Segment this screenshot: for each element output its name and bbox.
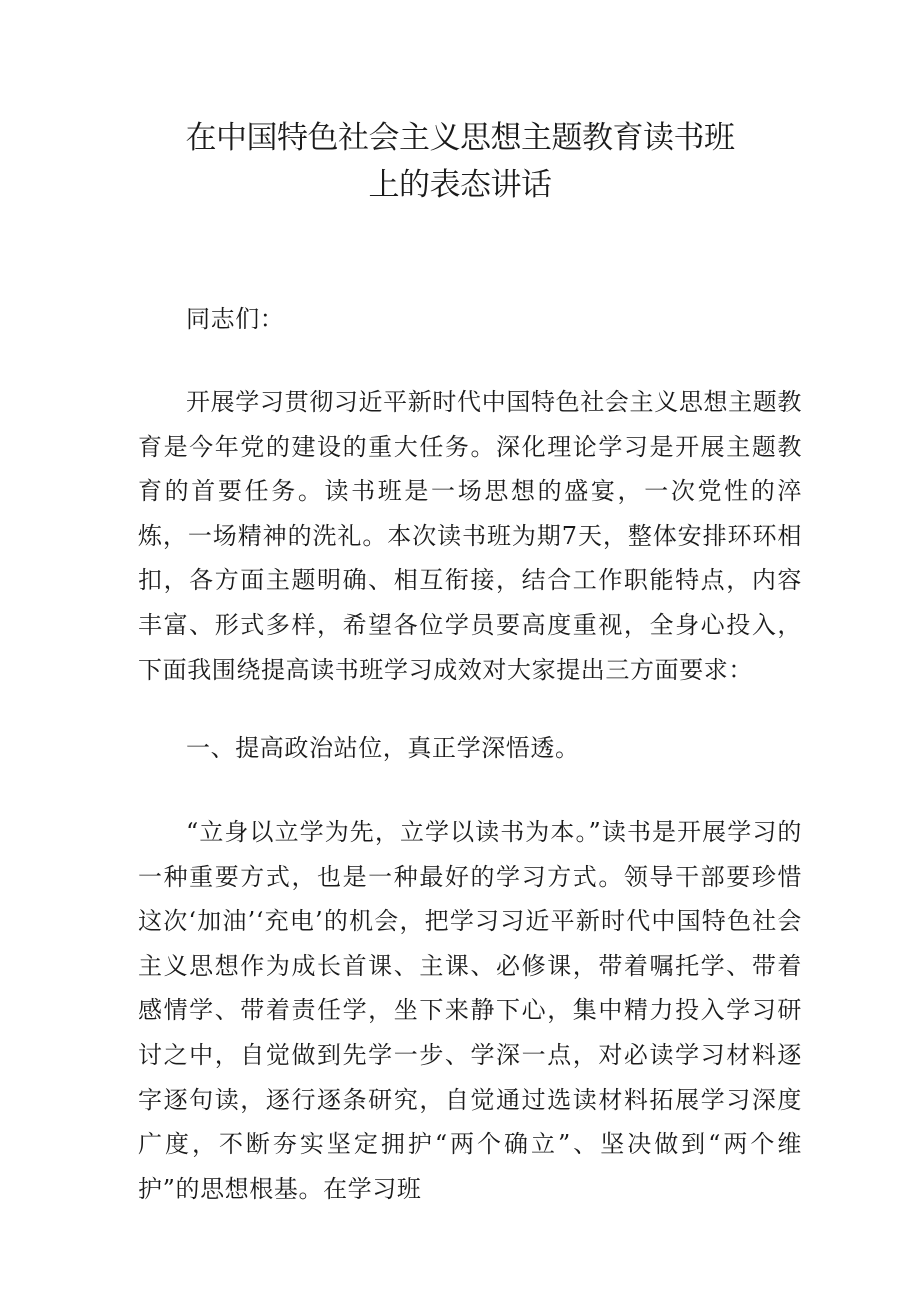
paragraph-intro: 开展学习贯彻习近平新时代中国特色社会主义思想主题教育是今年党的建设的重大任务。深化理论学习是开展主题教育的首要任务。读书班是一场思想的盛宴，一次党性的淬炼，一场精神的洗礼。本次读书班为期7天，整体安排环环相扣，各方面主题明确、相互衔接，结合工作职能特点，内容丰富、形式多样，希望各位学员要高度重视，全身心投入，下面我围绕提高读书班学习成效对大家提出三方面要求： [138,388,802,684]
document-title-line2: 上的表态讲话 [368,167,552,203]
document-title-line1: 在中国特色社会主义思想主题教育读书班 [185,120,735,156]
salutation: 同志们： [186,305,285,333]
section-heading-1: 一、提高政治站位，真正学深悟透。 [186,734,580,762]
paragraph-section-1: “立身以立学为先，立学以读书为本。”读书是开展学习的一种重要方式，也是一种最好的学习方式。领导干部要珍惜这次‘加油’‘充电’的机会，把学习习近平新时代中国特色社会主义思想作为成长首课、主课、必修课，带着嘱托学、带着感情学、带着责任学，坐下来静下心，集中精力投入学习研讨之中，自觉做到先学一步、学深一点，对必读学习材料逐字逐句读，逐行逐条研究，自觉通过选读材料拓展学习深度广度，不断夯实坚定拥护“两个确立”、坚决做到“两个维护”的思想根基。在学习班 [138,818,802,1203]
